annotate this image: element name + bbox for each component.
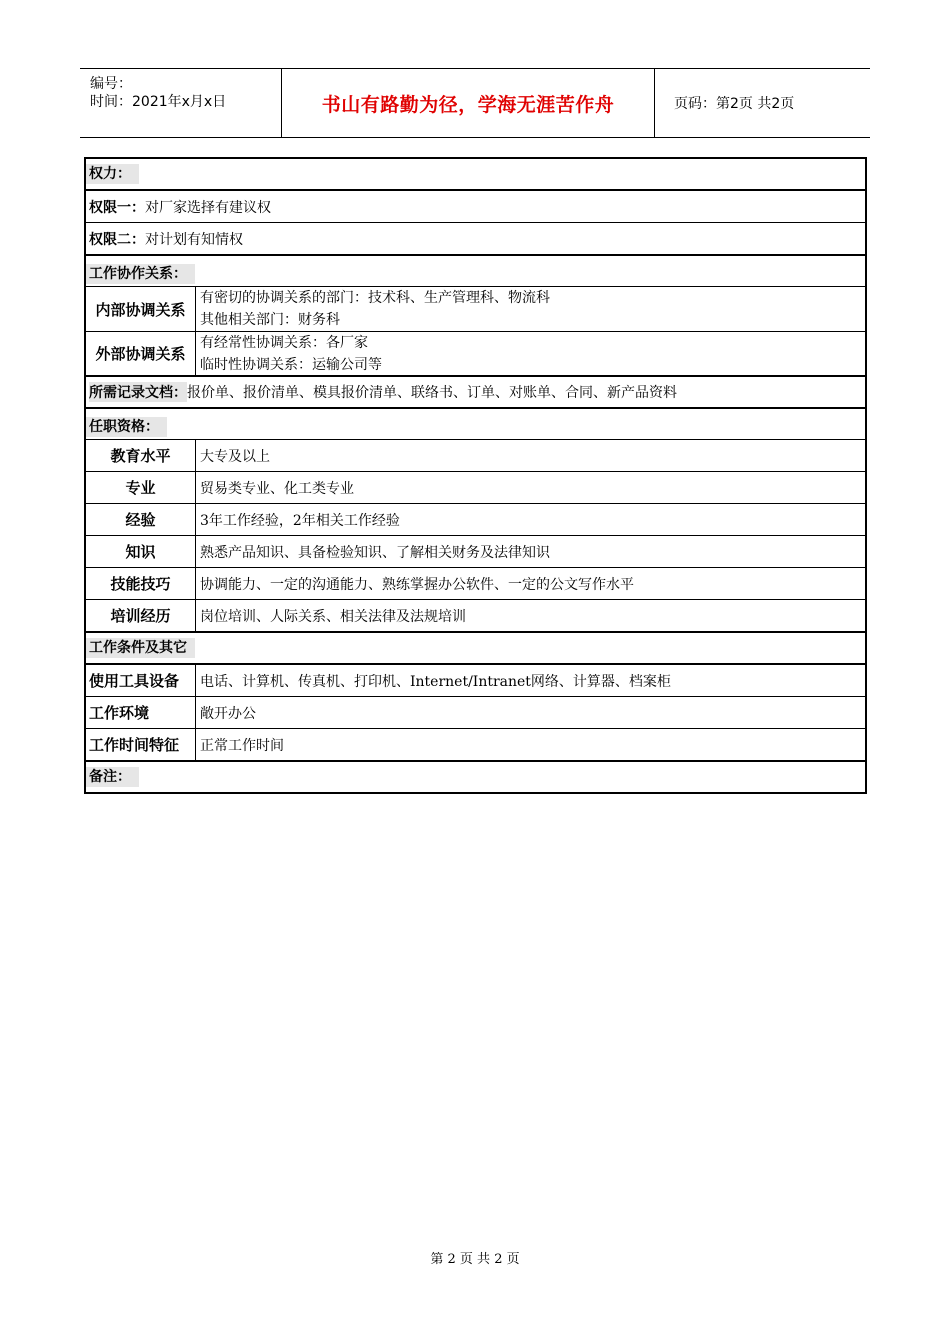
header-motto-cell: [282, 69, 655, 137]
header-motto: 书山有路勤为径，学海无涯苦作舟: [321, 93, 615, 116]
section-qualifications-label: 任职资格：: [86, 417, 167, 437]
section-relations: [86, 256, 865, 287]
tools-label: 使用工具设备: [86, 665, 196, 696]
work-time-value: 正常工作时间: [200, 737, 284, 754]
work-time-label: 工作时间特征: [86, 729, 196, 760]
header-left-cell: [80, 69, 282, 137]
authority-2-value: 对计划有知情权: [145, 231, 243, 248]
skills-value: 协调能力、一定的沟通能力、熟练掌握办公软件、一定的公文写作水平: [200, 576, 634, 593]
records-row: [86, 377, 865, 409]
internal-relations-label: 内部协调关系: [86, 287, 196, 331]
major-row: [86, 472, 865, 504]
section-remarks: [86, 762, 865, 792]
authority-1-value: 对厂家选择有建议权: [145, 199, 271, 216]
environment-label: 工作环境: [86, 697, 196, 728]
page-footer: 第 2 页 共 2 页: [430, 1252, 520, 1267]
section-conditions-label: 工作条件及其它: [86, 638, 195, 658]
training-value: 岗位培训、人际关系、相关法律及法规培训: [200, 608, 466, 625]
education-label: 教育水平: [86, 440, 196, 471]
document-date: 时间：2021年x月x日: [90, 94, 227, 110]
section-power-label: 权力：: [86, 164, 139, 184]
knowledge-row: [86, 536, 865, 568]
external-relations-label: 外部协调关系: [86, 332, 196, 375]
authority-2-label: 权限二：: [89, 231, 145, 248]
work-time-row: [86, 729, 865, 762]
internal-relations-value: [196, 287, 865, 331]
section-relations-label: 工作协作关系：: [86, 264, 195, 284]
tools-row: [86, 665, 865, 697]
experience-row: [86, 504, 865, 536]
knowledge-value: 熟悉产品知识、具备检验知识、了解相关财务及法律知识: [200, 544, 550, 561]
skills-row: [86, 568, 865, 600]
experience-value: 3年工作经验，2年相关工作经验: [200, 512, 400, 529]
section-conditions: [86, 633, 865, 665]
internal-relations-line-1: 有密切的协调关系的部门：技术科、生产管理科、物流科: [200, 290, 550, 306]
external-relations-value: [196, 332, 865, 375]
internal-relations-row: [86, 287, 865, 332]
section-power: [86, 159, 865, 191]
section-qualifications: [86, 409, 865, 440]
internal-relations-line-2: 其他相关部门：财务科: [200, 312, 340, 328]
authority-1-label: 权限一：: [89, 199, 145, 216]
section-remarks-label: 备注：: [86, 767, 139, 787]
authority-row-1: [86, 191, 865, 223]
skills-label: 技能技巧: [86, 568, 196, 599]
authority-row-2: [86, 223, 865, 256]
major-label: 专业: [86, 472, 196, 503]
experience-label: 经验: [86, 504, 196, 535]
knowledge-label: 知识: [86, 536, 196, 567]
external-relations-row: [86, 332, 865, 377]
page-info-text: 页码：第2页 共2页: [674, 96, 795, 112]
environment-row: [86, 697, 865, 729]
records-label: 所需记录文档：: [89, 382, 187, 402]
education-row: [86, 440, 865, 472]
document-number-label: 编号：: [90, 76, 132, 92]
training-label: 培训经历: [86, 600, 196, 631]
page-header: [80, 68, 870, 138]
education-value: 大专及以上: [200, 448, 270, 465]
training-row: [86, 600, 865, 633]
external-relations-line-1: 有经常性协调关系：各厂家: [200, 334, 368, 351]
header-page-info: [664, 69, 870, 137]
records-value: 报价单、报价清单、模具报价清单、联络书、订单、对账单、合同、新产品资料: [187, 385, 677, 401]
job-description-table: [84, 157, 867, 794]
major-value: 贸易类专业、化工类专业: [200, 480, 354, 497]
tools-value: 电话、计算机、传真机、打印机、Internet/Intranet网络、计算器、档案柜: [200, 673, 671, 690]
environment-value: 敞开办公: [200, 705, 256, 722]
external-relations-line-2: 临时性协调关系：运输公司等: [200, 356, 382, 373]
